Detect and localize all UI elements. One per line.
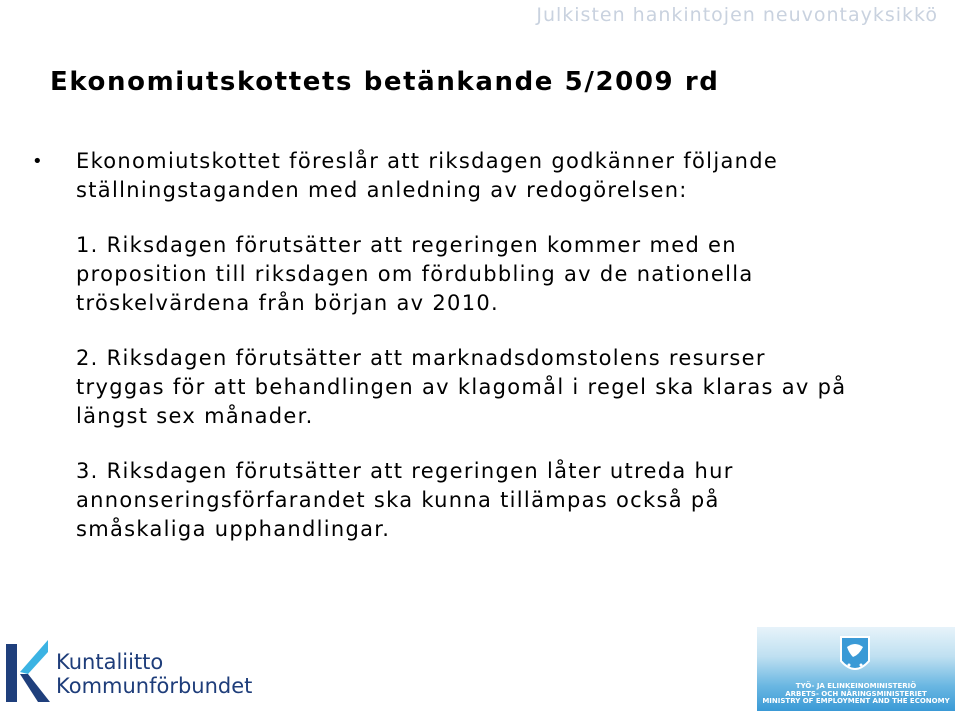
slide-content: [32, 147, 936, 570]
list-item: [76, 344, 936, 431]
header-banner: Julkisten hankintojen neuvontayksikkö: [536, 4, 938, 26]
item-line: proposition till riksdagen om fördubbling av de nationella: [76, 262, 754, 286]
item-line: längst sex månader.: [76, 404, 314, 428]
intro-line: ställningstaganden med anledning av redogörelsen:: [76, 178, 688, 202]
item-line: 1. Riksdagen förutsätter att regeringen kommer med en: [76, 233, 737, 257]
ministry-name-fi: TYÖ- JA ELINKEINOMINISTERIÖ: [795, 682, 917, 690]
slide-title: Ekonomiutskottets betänkande 5/2009 rd: [50, 67, 720, 97]
kommunforbundet-name: Kommunförbundet: [56, 674, 253, 698]
finnish-lion-emblem-icon: [757, 627, 955, 683]
ministry-name-en: MINISTRY OF EMPLOYMENT AND THE ECONOMY: [762, 697, 950, 705]
kuntaliitto-logo: [4, 636, 274, 706]
item-line: tryggas för att behandlingen av klagomål i regel ska klaras av på: [76, 375, 847, 399]
item-line: 2. Riksdagen förutsätter att marknadsdomstolens resurser: [76, 346, 766, 370]
bullet-marker: •: [32, 151, 44, 172]
intro-paragraph: [32, 147, 936, 205]
ministry-text: [757, 683, 955, 706]
intro-line: Ekonomiutskottet föreslår att riksdagen godkänner följande: [76, 149, 779, 173]
item-line: tröskelvärdena från början av 2010.: [76, 291, 499, 315]
item-line: annonseringsförfarandet ska kunna tillämpas också på: [76, 488, 720, 512]
kuntaliitto-name: Kuntaliitto: [56, 650, 164, 674]
item-line: småskaliga upphandlingar.: [76, 517, 391, 541]
item-line: 3. Riksdagen förutsätter att regeringen låter utreda hur: [76, 459, 734, 483]
list-item: [76, 231, 936, 318]
ministry-logo: [757, 627, 955, 711]
kuntaliitto-k-icon: [4, 638, 52, 704]
ministry-name-sv: ARBETS- OCH NÄRINGSMINISTERIET: [785, 689, 927, 698]
list-item: [76, 457, 936, 544]
